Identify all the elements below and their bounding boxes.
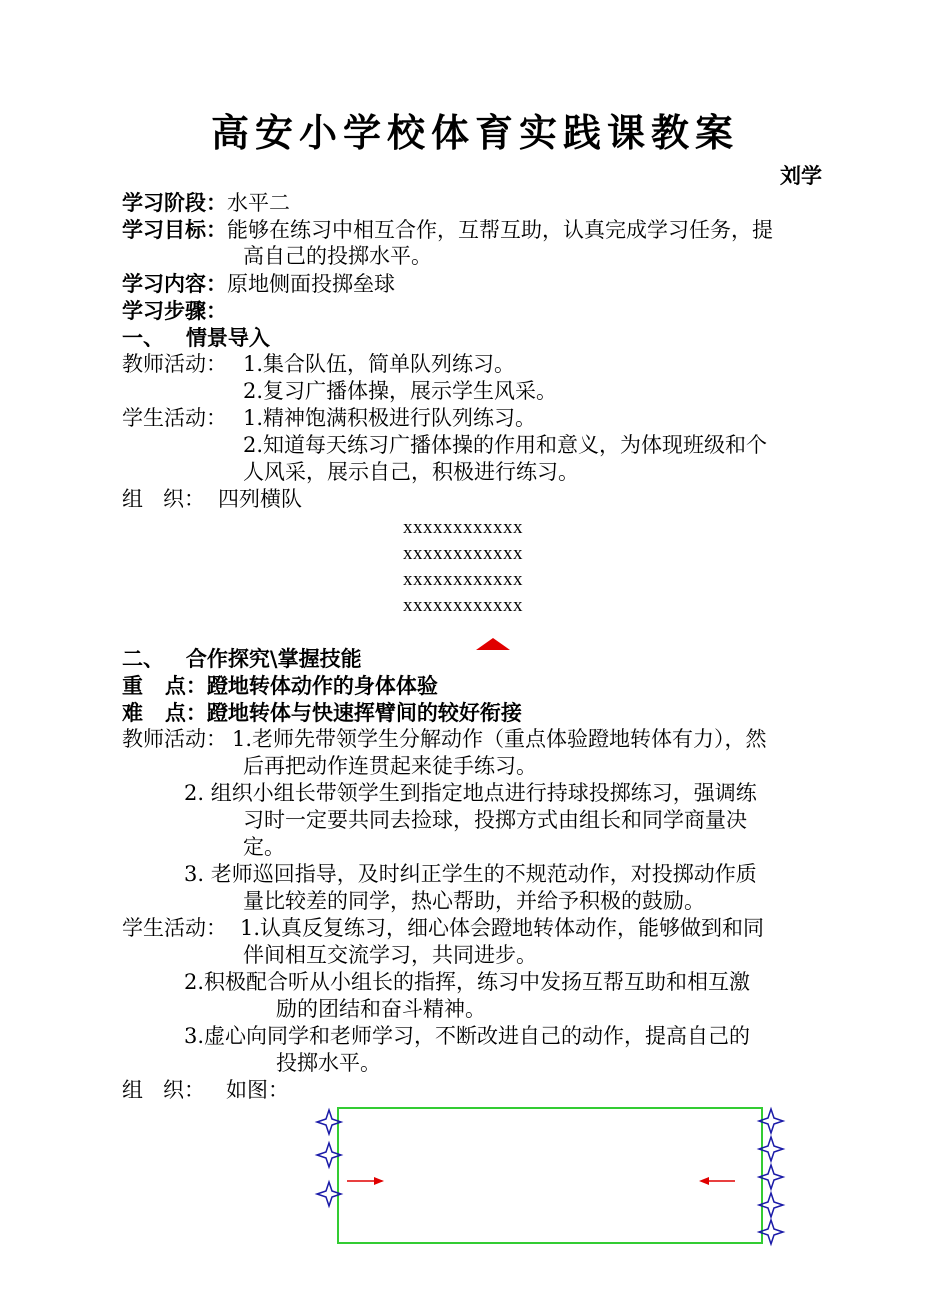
section2-student-label: 学生活动： xyxy=(122,916,227,940)
section1-student-label: 学生活动： xyxy=(122,406,227,430)
goal-label: 学习目标： xyxy=(122,217,227,242)
author-name: 刘学 xyxy=(780,163,822,188)
section1-teacher-1: 1.集合队伍，简单队列练习。 xyxy=(243,352,516,376)
field-rectangle xyxy=(338,1108,762,1243)
section2-teacher-1a: 1.老师先带领学生分解动作（重点体验蹬地转体有力），然 xyxy=(232,727,767,751)
section2-heading: 二、 合作探究\掌握技能 xyxy=(122,646,362,671)
section2-org-value: 如图： xyxy=(226,1078,289,1102)
key-point: 重 点：蹬地转体动作的身体体验 xyxy=(122,673,438,698)
difficulty-point: 难 点：蹬地转体与快速挥臂间的较好衔接 xyxy=(122,700,522,725)
section1-heading: 一、 情景导入 xyxy=(122,325,270,350)
section2-teacher-2c: 定。 xyxy=(243,835,285,859)
section2-org-label: 组 织： xyxy=(122,1078,206,1102)
section2-student-1b: 伴间相互交流学习，共同进步。 xyxy=(243,943,537,967)
section2-teacher-label: 教师活动： xyxy=(122,727,227,751)
section2-student-2b: 励的团结和奋斗精神。 xyxy=(276,997,486,1021)
section1-student-1: 1.精神饱满积极进行队列练习。 xyxy=(243,406,537,430)
document-title: 高安小学校体育实践课教案 xyxy=(210,110,739,155)
formation-row: xxxxxxxxxxxx xyxy=(403,517,523,538)
section1-student-2: 2.知道每天练习广播体操的作用和意义，为体现班级和个 xyxy=(243,433,768,457)
section2-student-2a: 2.积极配合听从小组长的指挥，练习中发扬互帮互助和相互激 xyxy=(184,970,751,994)
formation-row: xxxxxxxxxxxx xyxy=(403,543,523,564)
section2-student-3b: 投掷水平。 xyxy=(276,1051,381,1075)
section1-org-label: 组 织： xyxy=(122,487,206,511)
section2-teacher-3b: 量比较差的同学，热心帮助，并给予积极的鼓励。 xyxy=(243,889,705,913)
section2-teacher-1b: 后再把动作连贯起来徒手练习。 xyxy=(243,754,537,778)
stage-label: 学习阶段： xyxy=(122,190,227,215)
section2-teacher-3a: 3. 老师巡回指导，及时纠正学生的不规范动作，对投掷动作质 xyxy=(184,862,757,886)
section1-teacher-label: 教师活动： xyxy=(122,352,227,376)
section1-org-value: 四列横队 xyxy=(218,487,302,511)
content-value: 原地侧面投掷垒球 xyxy=(227,272,395,296)
section2-teacher-2a: 2. 组织小组长带领学生到指定地点进行持球投掷练习，强调练 xyxy=(184,781,757,805)
throw-arrow-right-icon xyxy=(347,1177,384,1185)
teacher-marker-triangle xyxy=(476,638,510,650)
section2-student-3a: 3.虚心向同学和老师学习，不断改进自己的动作，提高自己的 xyxy=(184,1024,751,1048)
content-label: 学习内容： xyxy=(122,271,227,296)
goal-line1: 能够在练习中相互合作，互帮互助，认真完成学习任务，提 xyxy=(227,218,773,242)
section1-student-3: 人风采，展示自己，积极进行练习。 xyxy=(243,460,579,484)
formation-row: xxxxxxxxxxxx xyxy=(403,569,523,590)
section1-teacher-2: 2.复习广播体操，展示学生风采。 xyxy=(243,379,558,403)
formation-row: xxxxxxxxxxxx xyxy=(403,595,523,616)
steps-label: 学习步骤： xyxy=(122,298,227,323)
section2-student-1a: 1.认真反复练习，细心体会蹬地转体动作，能够做到和同 xyxy=(240,916,765,940)
section2-teacher-2b: 习时一定要共同去捡球，投掷方式由组长和同学商量决 xyxy=(243,808,747,832)
goal-line2: 高自己的投掷水平。 xyxy=(243,244,432,268)
throw-arrow-left-icon xyxy=(699,1177,735,1185)
stage-value: 水平二 xyxy=(227,191,290,215)
